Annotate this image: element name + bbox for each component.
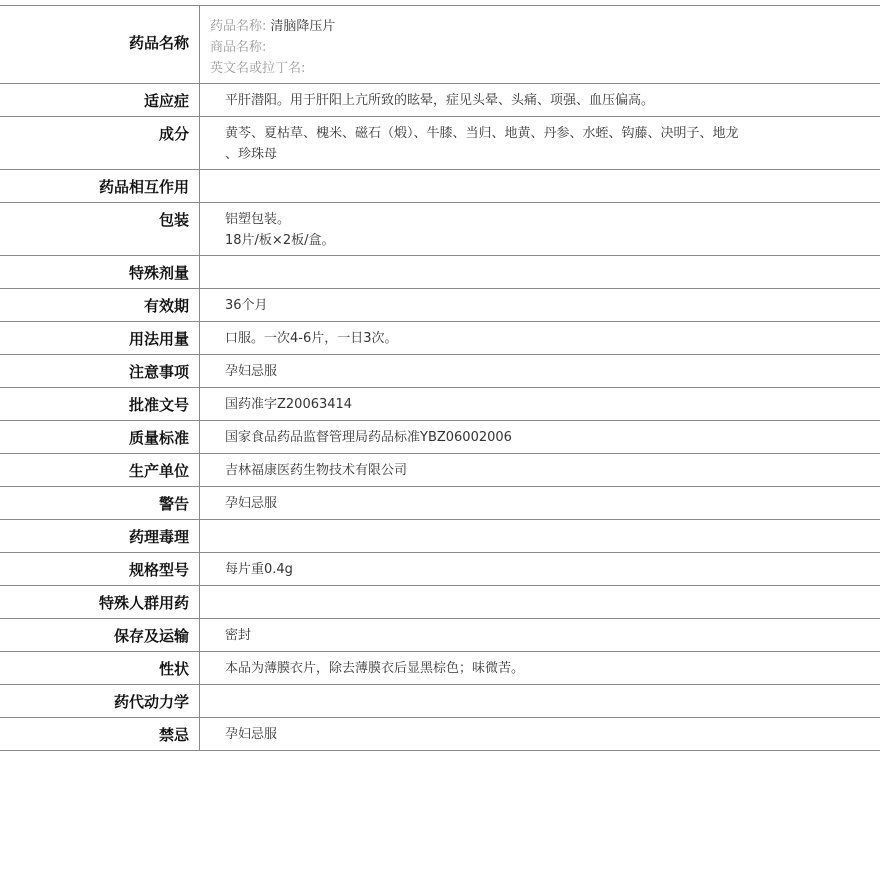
- row-value-line: 密封: [225, 628, 252, 643]
- row-value: [200, 355, 880, 387]
- table-row: [0, 355, 880, 388]
- row-value: [200, 289, 880, 321]
- row-value-line: 、珍珠母: [225, 147, 278, 162]
- table-row: [0, 421, 880, 454]
- row-value: [200, 322, 880, 354]
- english-name-key: 英文名或拉丁名:: [210, 61, 306, 76]
- row-label: 禁忌: [0, 718, 200, 750]
- generic-name-key: 药品名称:: [210, 19, 267, 34]
- row-label: 包装: [0, 203, 200, 255]
- row-value: [200, 586, 880, 618]
- row-value-line: 吉林福康医药生物技术有限公司: [225, 463, 408, 478]
- table-row: [0, 619, 880, 652]
- table-row: [0, 84, 880, 117]
- generic-name-value: 清脑降压片: [270, 19, 336, 34]
- table-row: [0, 520, 880, 553]
- row-label: 用法用量: [0, 322, 200, 354]
- table-row: [0, 256, 880, 289]
- row-value-line: 国药准字Z20063414: [225, 397, 353, 412]
- row-label: 成分: [0, 117, 200, 169]
- row-value-line: 国家食品药品监督管理局药品标准YBZ06002006: [225, 430, 512, 445]
- row-value: [200, 553, 880, 585]
- trade-name-line: [210, 37, 880, 58]
- row-label: 保存及运输: [0, 619, 200, 651]
- row-label: 注意事项: [0, 355, 200, 387]
- row-value: [200, 256, 880, 288]
- drug-info-table: [0, 5, 880, 751]
- trade-name-key: 商品名称:: [210, 40, 267, 55]
- row-label: 药品名称: [0, 6, 200, 83]
- row-value: [200, 652, 880, 684]
- row-label: 批准文号: [0, 388, 200, 420]
- row-value-line: 孕妇忌服: [225, 496, 278, 511]
- row-value: [200, 718, 880, 750]
- table-row: [0, 203, 880, 256]
- row-value-line: 36个月: [225, 298, 268, 313]
- table-row: [0, 289, 880, 322]
- row-label: 特殊剂量: [0, 256, 200, 288]
- table-row: [0, 553, 880, 586]
- row-value-line: 每片重0.4g: [225, 562, 293, 577]
- table-row: [0, 170, 880, 203]
- row-value: [200, 520, 880, 552]
- row-value: [200, 203, 880, 255]
- row-value: [200, 685, 880, 717]
- row-drug-name: [0, 6, 880, 84]
- row-value: [200, 487, 880, 519]
- row-value-line: 孕妇忌服: [225, 364, 278, 379]
- table-row: [0, 685, 880, 718]
- row-value: [200, 619, 880, 651]
- row-label: 特殊人群用药: [0, 586, 200, 618]
- table-row: [0, 718, 880, 751]
- row-value: [200, 170, 880, 202]
- english-name-line: [210, 58, 880, 79]
- table-row: [0, 487, 880, 520]
- row-label: 适应症: [0, 84, 200, 116]
- row-value: [200, 117, 880, 169]
- row-value-line: 黄芩、夏枯草、槐米、磁石（煅）、牛膝、当归、地黄、丹参、水蛭、钩藤、决明子、地龙: [225, 126, 739, 141]
- row-label: 药理毒理: [0, 520, 200, 552]
- row-value-line: 本品为薄膜衣片，除去薄膜衣后显黑棕色；味微苦。: [225, 661, 525, 676]
- row-label: 警告: [0, 487, 200, 519]
- table-row: [0, 322, 880, 355]
- row-label: 有效期: [0, 289, 200, 321]
- row-value-line: 孕妇忌服: [225, 727, 278, 742]
- row-value: [200, 454, 880, 486]
- row-label: 规格型号: [0, 553, 200, 585]
- row-value: [200, 84, 880, 116]
- row-value-line: 18片/板×2板/盒。: [225, 233, 335, 248]
- row-label: 药代动力学: [0, 685, 200, 717]
- table-body: [0, 84, 880, 751]
- table-row: [0, 586, 880, 619]
- row-value: [200, 6, 880, 83]
- row-label: 性状: [0, 652, 200, 684]
- generic-name-line: [210, 16, 880, 37]
- row-value-line: 铝塑包装。: [225, 212, 291, 227]
- table-row: [0, 117, 880, 170]
- row-label: 药品相互作用: [0, 170, 200, 202]
- row-value: [200, 421, 880, 453]
- table-row: [0, 454, 880, 487]
- row-value: [200, 388, 880, 420]
- row-value-line: 平肝潜阳。用于肝阳上亢所致的眩晕，症见头晕、头痛、项强、血压偏高。: [225, 93, 655, 108]
- row-label: 质量标准: [0, 421, 200, 453]
- row-value-line: 口服。一次4-6片，一日3次。: [225, 331, 398, 346]
- table-row: [0, 652, 880, 685]
- table-row: [0, 388, 880, 421]
- row-label: 生产单位: [0, 454, 200, 486]
